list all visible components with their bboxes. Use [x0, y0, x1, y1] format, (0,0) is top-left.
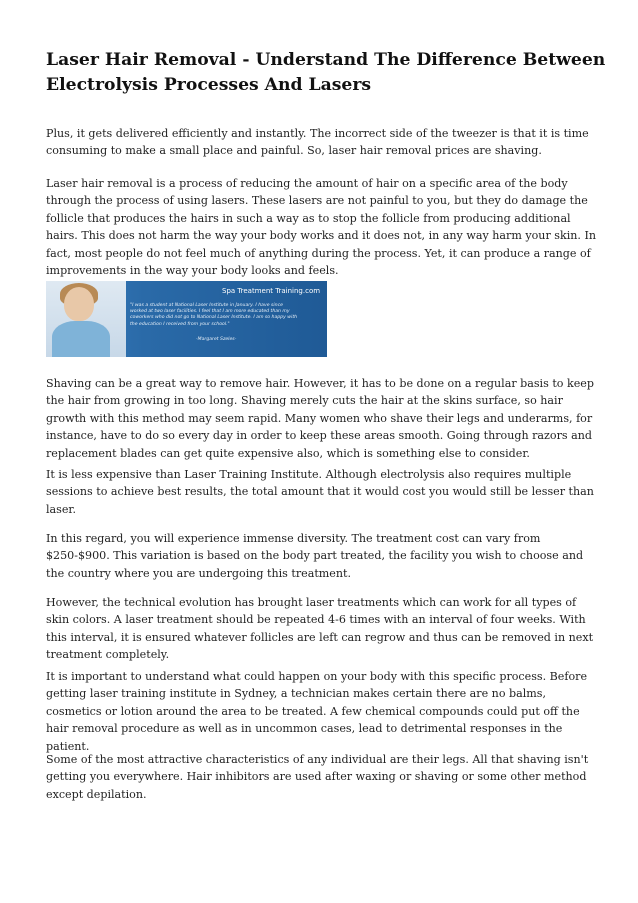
banner-brand: Spa Treatment Training.com [222, 287, 321, 295]
document-title: Laser Hair Removal - Understand The Difference Between Electrolysis Processes And Lasers [46, 50, 606, 95]
paragraph-2: Laser hair removal is a process of reducing the amount of hair on a specific area of the body through the process of using lasers. These lasers are not painful to you, but they do damage the follicle that produces the hairs in such a way as to stop the follicle from producing additional hairs. This does not harm the way your body works and it does not, in any way harm your skin. In fact, most people do not feel much of anything during the process. Yet, it can produce a range of improvements in the way your body looks and feels. [46, 177, 596, 278]
spa-training-banner-image [46, 281, 327, 357]
paragraph-6: However, the technical evolution has brought laser treatments which can work for all types of skin colors. A laser treatment should be repeated 4-6 times with an interval of four weeks. With this interval, it is ensured whatever follicles are left can regrow and thus can be removed in next treatment completely. [46, 596, 594, 662]
paragraph-1: Plus, it gets delivered efficiently and instantly. The incorrect side of the tweezer is that it is time consuming to make a small place and painful. So, laser hair removal prices are shaving. [46, 127, 589, 158]
banner-body-shape [52, 321, 110, 357]
paragraph-7: It is important to understand what could happen on your body with this specific process. Before getting laser training institute in Sydney, a technician makes certain there are no balms, cosmetics or lotion around the area to be treated. A few chemical compounds could put off the hair removal procedure as well as in uncommon cases, lead to detrimental responses in the patient. [46, 670, 588, 753]
paragraph-4: It is less expensive than Laser Training Institute. Although electrolysis also requires multiple sessions to achieve best results, the total amount that it would cost you would still be lesser than laser. [46, 468, 594, 516]
paragraph-8: Some of the most attractive characteristics of any individual are their legs. All that shaving isn't getting you everywhere. Hair inhibitors are used after waxing or shaving or some other method except depilation. [46, 753, 589, 801]
banner-quote: "I was a student at National Laser Institute in January. I have since worked at two laser facilities. I feel that I am more educated than my coworkers who did not go to National Laser Institute. I am so happy with the education I received from your school." [130, 303, 298, 327]
paragraph-3: Shaving can be a great way to remove hair. However, it has to be done on a regular basis to keep the hair from growing in too long. Shaving merely cuts the hair at the skins surface, so hair growth with this method may seem rapid. Many women who shave their legs and underarms, for instance, have to do so every day in order to keep these areas smooth. Going through razors and replacement blades can get quite expensive also, which is something else to consider. [46, 377, 594, 460]
banner-photo [46, 281, 126, 357]
banner-signature: -Margaret Szeles- [196, 337, 237, 342]
banner-head-shape [64, 287, 94, 321]
paragraph-5: In this regard, you will experience immense diversity. The treatment cost can vary from $250-$900. This variation is based on the body part treated, the facility you wish to choose and the country where you are undergoing this treatment. [46, 532, 584, 580]
